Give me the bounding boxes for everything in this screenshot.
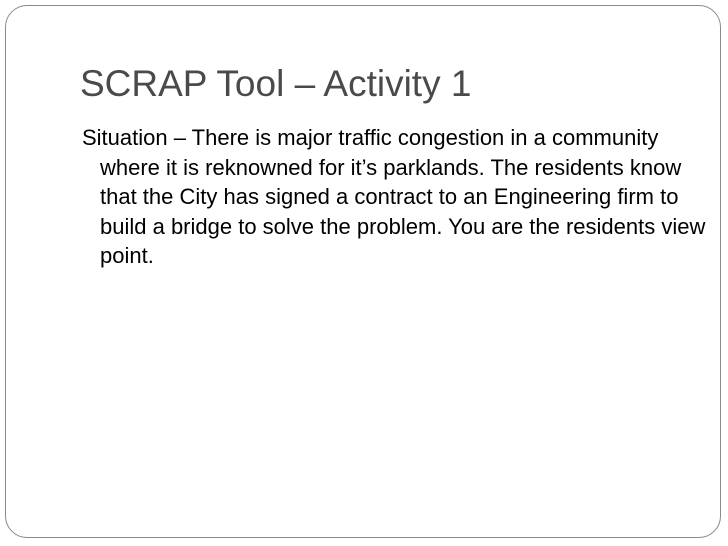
slide-title: SCRAP Tool – Activity 1 bbox=[80, 63, 472, 104]
slide-body-text: Situation – There is major traffic congestion in a community where it is reknowned for it’s parklands. The residents know that the City has signed a contract to an Engineering firm to build a bridge to solve the problem. You are the residents view point. bbox=[82, 125, 706, 268]
